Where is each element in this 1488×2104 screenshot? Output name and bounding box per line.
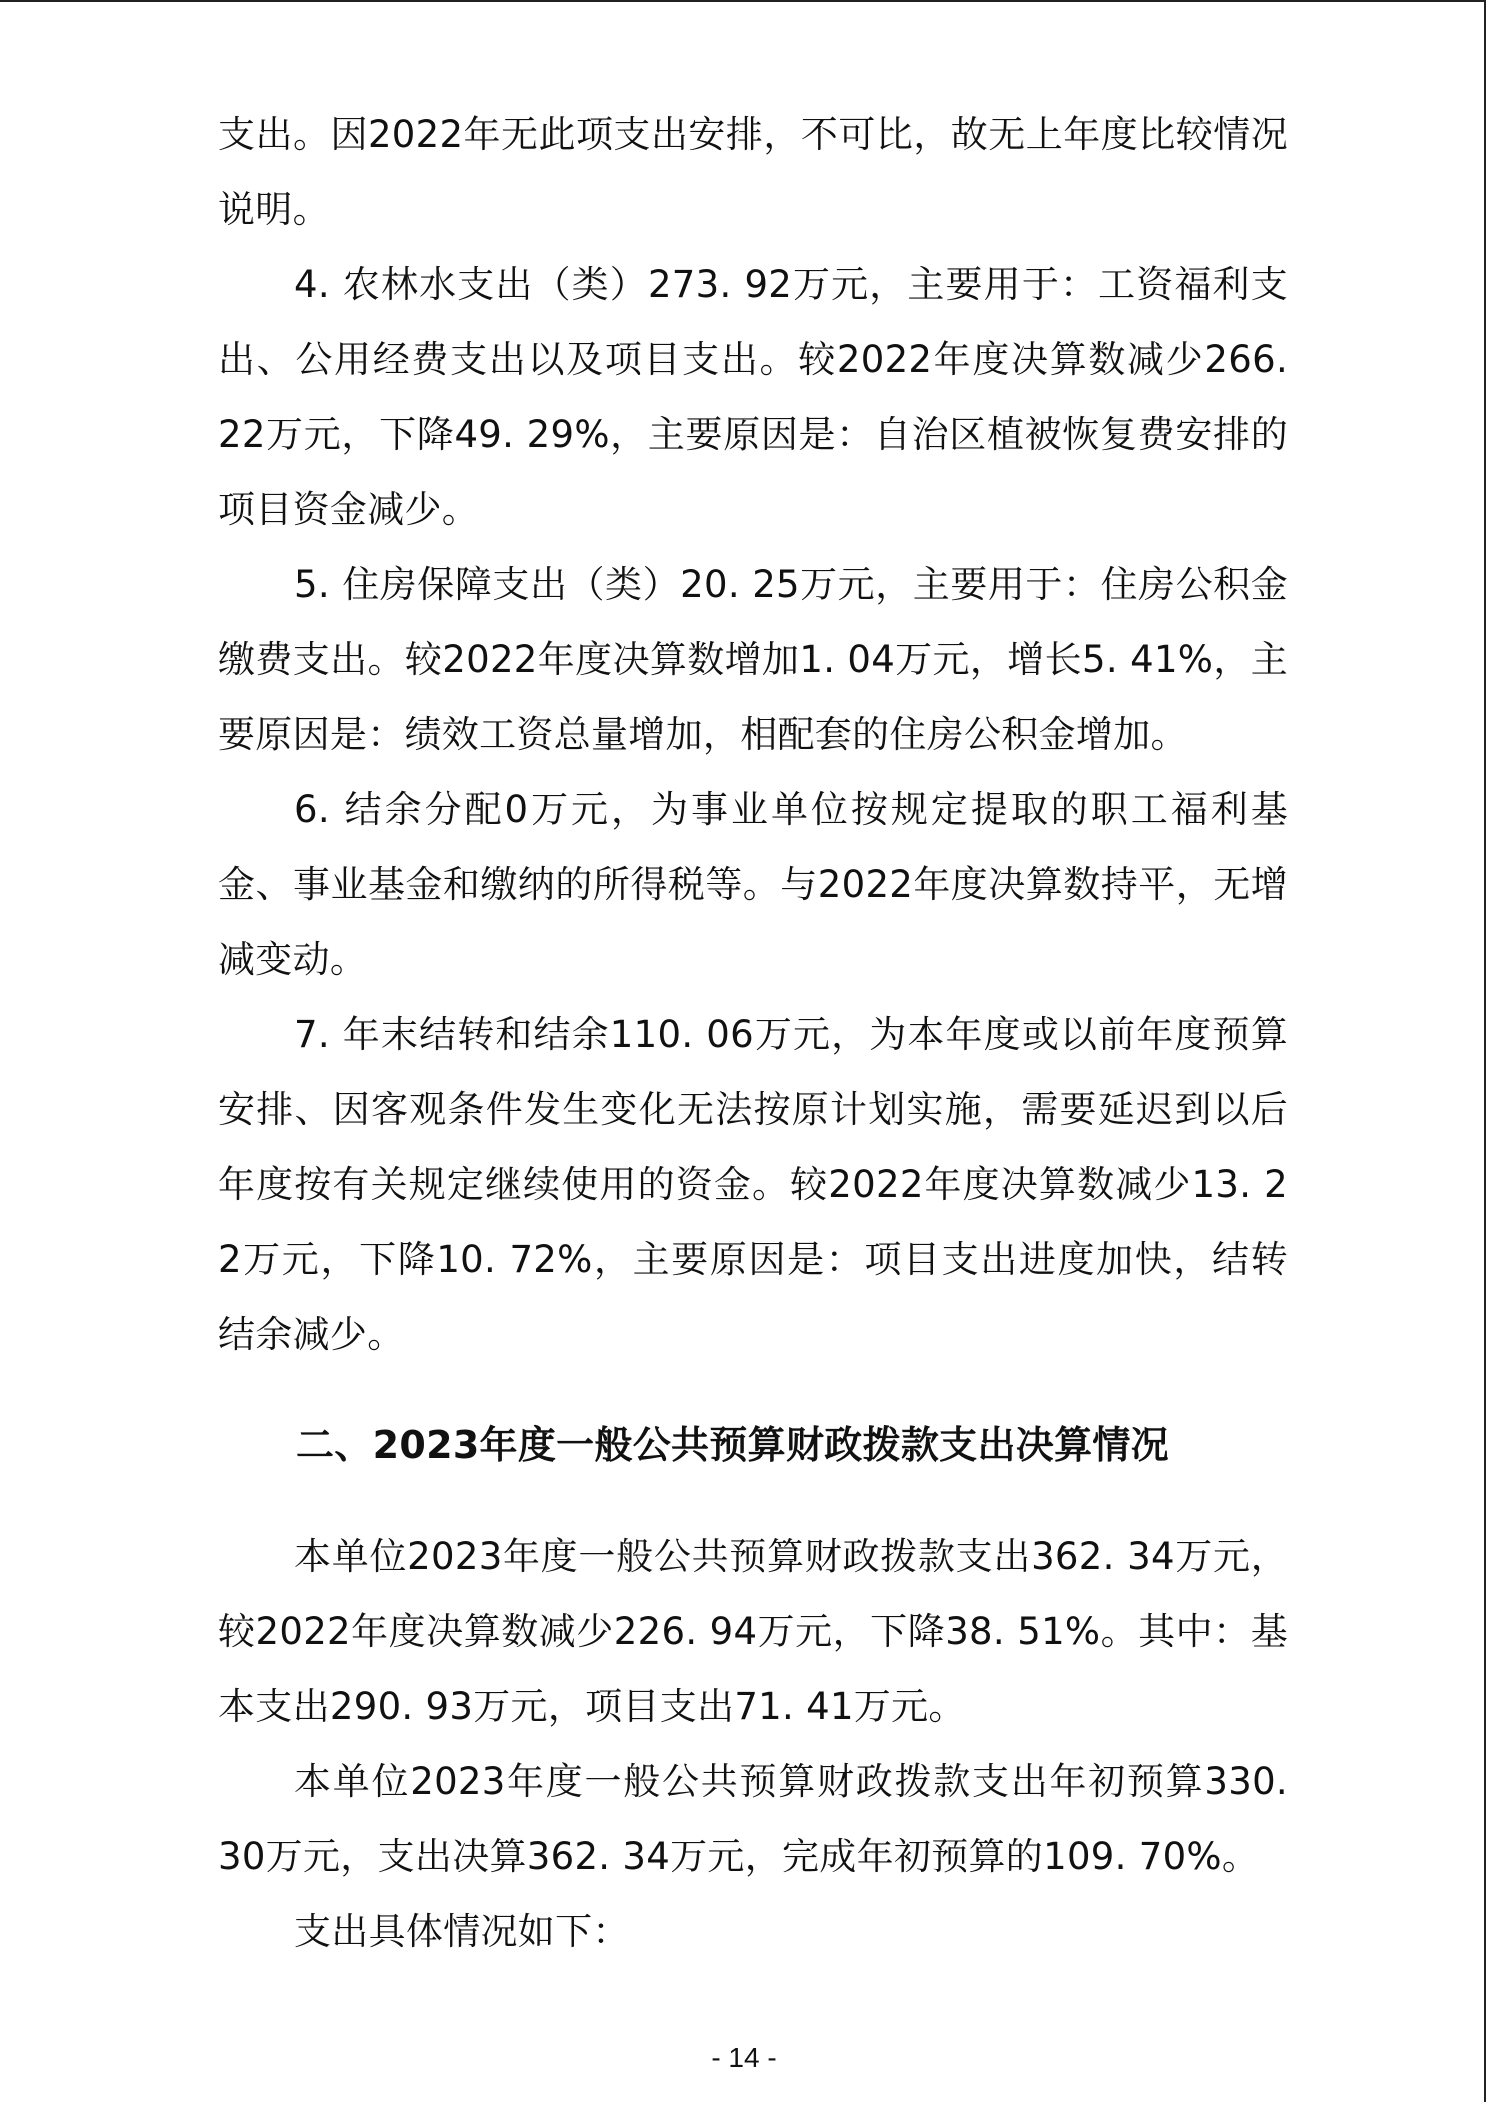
paragraph-details-intro: 支出具体情况如下：: [294, 1910, 630, 1953]
page-body: [218, 97, 1288, 1969]
section-heading: 二、2023年度一般公共预算财政拨款支出决算情况: [296, 1423, 1169, 1467]
paragraph-year-end-balance: 7. 年末结转和结余110. 06万元，为本年度或以前年度预算安排、因客观条件发生变化无法按原计划实施，需要延迟到以后年度按有关规定继续使用的资金。较2022年度决算数减少13. 22万元，下降10. 72%，主要原因是：项目支出进度加快，结转结余减少。: [218, 1013, 1288, 1356]
paragraph-continuation: 支出。因2022年无此项支出安排，不可比，故无上年度比较情况说明。: [218, 113, 1288, 231]
paragraph-housing-expenditure: 5. 住房保障支出（类）20. 25万元，主要用于：住房公积金缴费支出。较2022年度决算数增加1. 04万元，增长5. 41%，主要原因是：绩效工资总量增加，相配套的住房公积金增加。: [218, 563, 1288, 756]
paragraph-surplus-distribution: 6. 结余分配0万元，为事业单位按规定提取的职工福利基金、事业基金和缴纳的所得税等。与2022年度决算数持平，无增减变动。: [218, 788, 1288, 981]
page-number: - 14 -: [711, 2042, 777, 2073]
paragraph-agriculture-expenditure: 4. 农林水支出（类）273. 92万元，主要用于：工资福利支出、公用经费支出以及项目支出。较2022年度决算数减少266. 22万元，下降49. 29%，主要原因是：自治区植被恢复费安排的项目资金减少。: [218, 263, 1288, 531]
paragraph-general-budget-expenditure: 本单位2023年度一般公共预算财政拨款支出362. 34万元，较2022年度决算数减少226. 94万元，下降38. 51%。其中：基本支出290. 93万元，项目支出71. 41万元。: [218, 1535, 1288, 1728]
paragraph-budget-completion: 本单位2023年度一般公共预算财政拨款支出年初预算330. 30万元，支出决算362. 34万元，完成年初预算的109. 70%。: [218, 1760, 1288, 1878]
